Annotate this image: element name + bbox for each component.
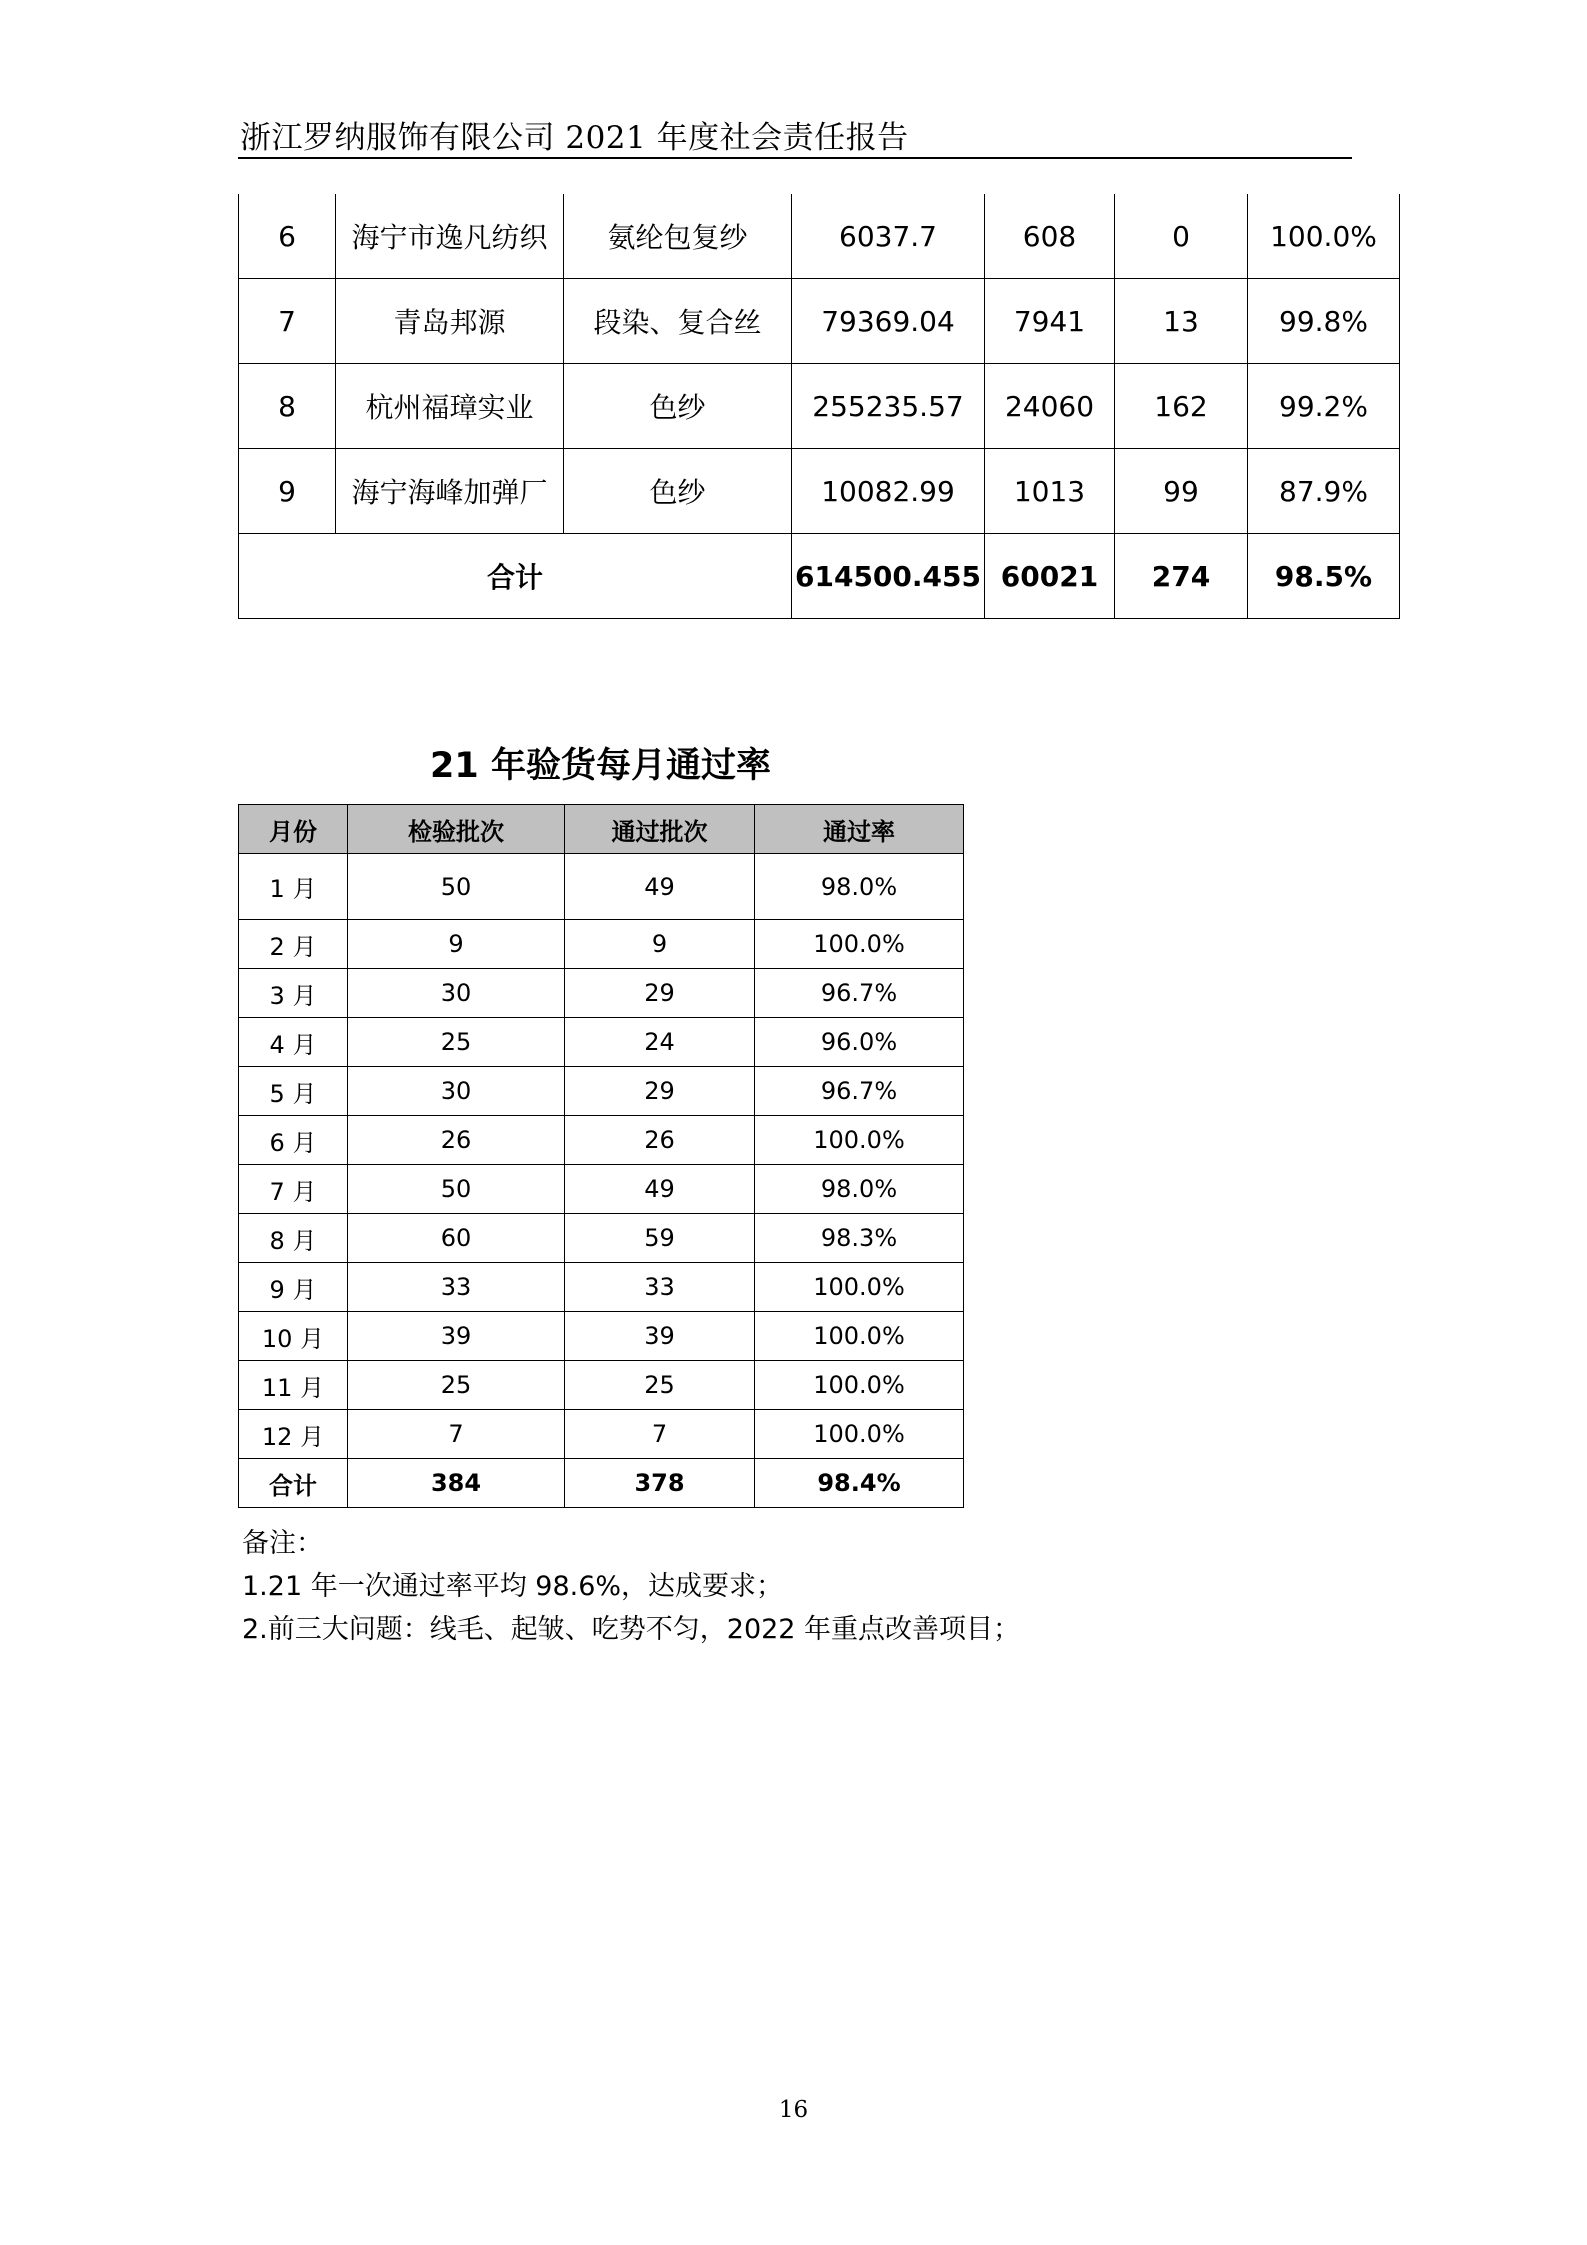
month-cell: 10 月 (239, 1312, 348, 1361)
table-row (239, 1018, 964, 1067)
quantity-value: 6037.7 (792, 194, 985, 279)
month-cell: 11 月 (239, 1361, 348, 1410)
month-cell: 9 月 (239, 1263, 348, 1312)
rate-cell: 96.7% (755, 969, 964, 1018)
table-row (239, 1361, 964, 1410)
inspected-cell: 26 (348, 1116, 565, 1165)
table-row (239, 854, 964, 920)
rate-cell: 96.7% (755, 1067, 964, 1116)
inspected-cell: 50 (348, 854, 565, 920)
supplier-pass-rate-table (238, 194, 1400, 619)
defects-value: 13 (1115, 279, 1248, 364)
monthly-pass-rate-table (238, 804, 964, 1508)
month-cell: 6 月 (239, 1116, 348, 1165)
month-cell: 4 月 (239, 1018, 348, 1067)
passed-cell: 24 (565, 1018, 755, 1067)
note-item: 2.前三大问题：线毛、起皱、吃势不匀，2022 年重点改善项目； (242, 1614, 1021, 1645)
product-name: 色纱 (564, 364, 792, 449)
batches-value: 24060 (985, 364, 1115, 449)
batches-value: 7941 (985, 279, 1115, 364)
page-number: 16 (778, 2097, 809, 2123)
product-name: 色纱 (564, 449, 792, 534)
row-number: 7 (239, 279, 336, 364)
total-quantity: 614500.455 (792, 534, 985, 619)
total-defects: 274 (1115, 534, 1248, 619)
total-pass-rate: 98.5% (1248, 534, 1400, 619)
passed-cell: 59 (565, 1214, 755, 1263)
inspected-cell: 33 (348, 1263, 565, 1312)
table-row (239, 1312, 964, 1361)
month-cell: 8 月 (239, 1214, 348, 1263)
month-cell: 3 月 (239, 969, 348, 1018)
table-row (239, 920, 964, 969)
report-header-title: 浙江罗纳服饰有限公司 2021 年度社会责任报告 (240, 120, 909, 156)
total-label: 合计 (239, 1459, 348, 1508)
month-cell: 7 月 (239, 1165, 348, 1214)
total-passed: 378 (565, 1459, 755, 1508)
product-name: 段染、复合丝 (564, 279, 792, 364)
month-cell: 2 月 (239, 920, 348, 969)
total-label: 合计 (239, 534, 792, 619)
batches-value: 1013 (985, 449, 1115, 534)
column-header-passed: 通过批次 (565, 805, 755, 854)
rate-cell: 100.0% (755, 1116, 964, 1165)
table-row (239, 364, 1400, 449)
row-number: 8 (239, 364, 336, 449)
inspected-cell: 60 (348, 1214, 565, 1263)
table-row (239, 1214, 964, 1263)
inspected-cell: 30 (348, 969, 565, 1018)
table-row (239, 449, 1400, 534)
pass-rate-value: 99.2% (1248, 364, 1400, 449)
table-row (239, 1067, 964, 1116)
column-header-month: 月份 (239, 805, 348, 854)
table-row (239, 969, 964, 1018)
inspected-cell: 25 (348, 1361, 565, 1410)
passed-cell: 25 (565, 1361, 755, 1410)
table-row (239, 194, 1400, 279)
pass-rate-value: 87.9% (1248, 449, 1400, 534)
total-row (239, 1459, 964, 1508)
inspected-cell: 9 (348, 920, 565, 969)
row-number: 9 (239, 449, 336, 534)
passed-cell: 29 (565, 969, 755, 1018)
supplier-name: 青岛邦源 (336, 279, 564, 364)
passed-cell: 9 (565, 920, 755, 969)
table-row (239, 1410, 964, 1459)
rate-cell: 98.0% (755, 854, 964, 920)
product-name: 氨纶包复纱 (564, 194, 792, 279)
rate-cell: 96.0% (755, 1018, 964, 1067)
passed-cell: 49 (565, 854, 755, 920)
column-header-inspected: 检验批次 (348, 805, 565, 854)
inspected-cell: 39 (348, 1312, 565, 1361)
notes-section (242, 1522, 1020, 1651)
note-item: 1.21 年一次通过率平均 98.6%，达成要求； (242, 1571, 784, 1602)
quantity-value: 79369.04 (792, 279, 985, 364)
passed-cell: 33 (565, 1263, 755, 1312)
inspected-cell: 25 (348, 1018, 565, 1067)
inspected-cell: 30 (348, 1067, 565, 1116)
inspected-cell: 50 (348, 1165, 565, 1214)
rate-cell: 98.0% (755, 1165, 964, 1214)
supplier-name: 海宁市逸凡纺织 (336, 194, 564, 279)
pass-rate-value: 100.0% (1248, 194, 1400, 279)
rate-cell: 100.0% (755, 1312, 964, 1361)
total-inspected: 384 (348, 1459, 565, 1508)
quantity-value: 10082.99 (792, 449, 985, 534)
quantity-value: 255235.57 (792, 364, 985, 449)
rate-cell: 100.0% (755, 1361, 964, 1410)
notes-heading: 备注： (242, 1528, 323, 1559)
passed-cell: 39 (565, 1312, 755, 1361)
month-cell: 12 月 (239, 1410, 348, 1459)
table-row (239, 1263, 964, 1312)
table-row (239, 1116, 964, 1165)
row-number: 6 (239, 194, 336, 279)
table-row (239, 279, 1400, 364)
passed-cell: 49 (565, 1165, 755, 1214)
batches-value: 608 (985, 194, 1115, 279)
defects-value: 162 (1115, 364, 1248, 449)
pass-rate-value: 99.8% (1248, 279, 1400, 364)
rate-cell: 100.0% (755, 1410, 964, 1459)
rate-cell: 100.0% (755, 920, 964, 969)
passed-cell: 29 (565, 1067, 755, 1116)
table-header-row (239, 805, 964, 854)
table-row (239, 1165, 964, 1214)
total-rate: 98.4% (755, 1459, 964, 1508)
column-header-rate: 通过率 (755, 805, 964, 854)
total-row (239, 534, 1400, 619)
rate-cell: 98.3% (755, 1214, 964, 1263)
passed-cell: 7 (565, 1410, 755, 1459)
supplier-name: 海宁海峰加弹厂 (336, 449, 564, 534)
header-divider (238, 157, 1352, 159)
defects-value: 0 (1115, 194, 1248, 279)
defects-value: 99 (1115, 449, 1248, 534)
month-cell: 1 月 (239, 854, 348, 920)
supplier-name: 杭州福璋实业 (336, 364, 564, 449)
month-cell: 5 月 (239, 1067, 348, 1116)
total-batches: 60021 (985, 534, 1115, 619)
inspected-cell: 7 (348, 1410, 565, 1459)
monthly-table-title: 21 年验货每月通过率 (430, 746, 771, 786)
rate-cell: 100.0% (755, 1263, 964, 1312)
passed-cell: 26 (565, 1116, 755, 1165)
